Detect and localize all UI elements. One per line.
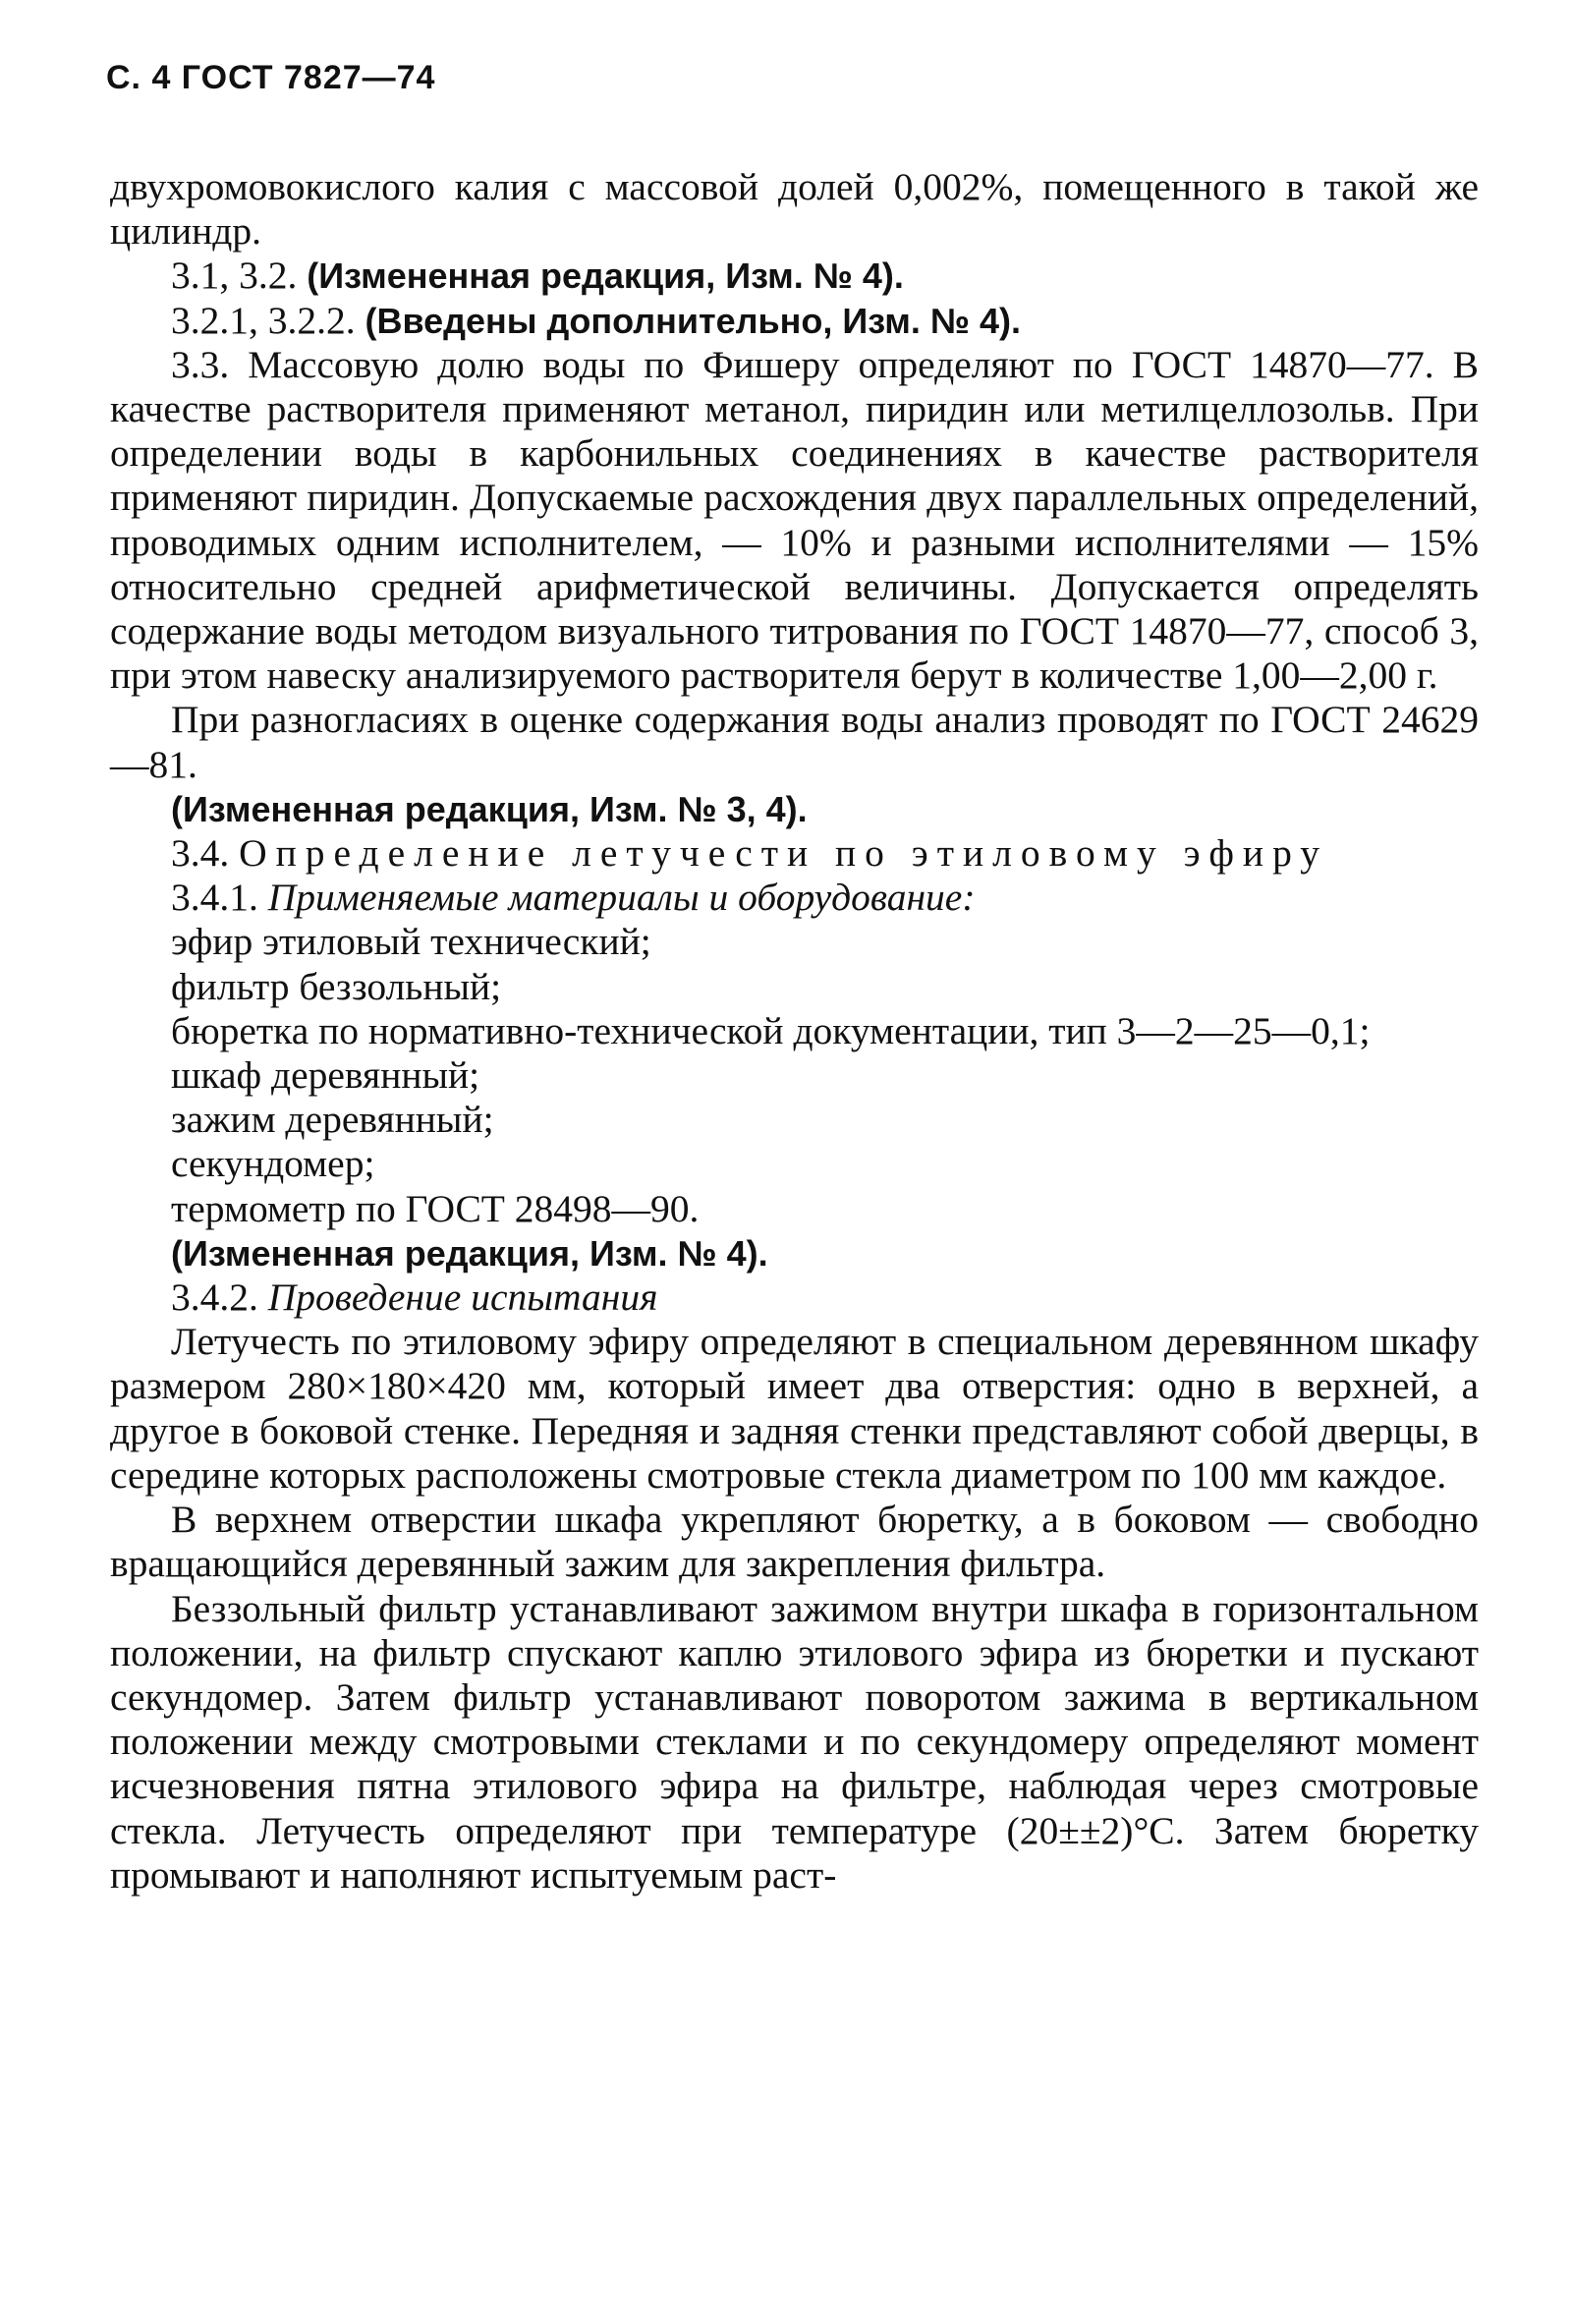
clause-3-3-disputes: При разногласиях в оценке содержания воды анализ проводят по ГОСТ 24629—81. [110, 698, 1479, 786]
clause-3-4-2-heading [110, 1275, 1479, 1320]
clause-number: 3.4.2. [171, 1275, 268, 1320]
paragraph-continuation: двухромовокислого калия с массовой долей 0,002%, помещенного в такой же цилиндр. [110, 165, 1479, 254]
clause-3-4-1-heading [110, 876, 1479, 920]
clause-number: 3.4. [171, 831, 240, 876]
material-item: зажим деревянный; [171, 1098, 494, 1142]
clause-number: 3.2.1, 3.2.2. [171, 298, 365, 342]
amendment-text: (Измененная редакция, Изм. № 3, 4). [171, 788, 808, 829]
test-procedure-paragraph: Летучесть по этиловому эфиру определяют в специальном деревянном шкафу размером 280×180×420 мм, который имеет два отверстия: одно в верхней, а другое в боковой стенке. Передняя и задняя стенки представляют собой дверцы, в середине которых расположены смотровые стекла диаметром по 100 мм каждое. [110, 1320, 1479, 1497]
clause-3-3: 3.3. Массовую долю воды по Фишеру определяют по ГОСТ 14870—77. В качестве растворителя применяют метанол, пиридин или метилцеллозольв. При определении воды в карбонильных соединениях в качестве растворителя применяют пиридин. Допускаемые расхождения двух параллельных определений, проводимых одним исполнителем, — 10% и разными исполнителями — 15% относительно средней арифметической величины. Допускается определять содержание воды методом визуального титрования по ГОСТ 14870—77, способ 3, при этом навеску анализируемого растворителя берут в количестве 1,00—2,00 г. [110, 342, 1479, 698]
material-item: шкаф деревянный; [171, 1053, 480, 1098]
clause-title: Проведение испытания [267, 1275, 658, 1320]
clause-title: Определение летучести по этиловому эфиру [239, 831, 1329, 876]
clause-number: 3.4.1. [171, 876, 268, 920]
amendment-note-3-3 [110, 787, 1479, 831]
amendment-text: (Измененная редакция, Изм. № 4). [307, 255, 904, 297]
document-body [110, 165, 1479, 1898]
amendment-text: (Измененная редакция, Изм. № 4). [171, 1232, 768, 1274]
amendment-note-3-1 [110, 254, 1479, 298]
material-item: секундомер; [171, 1142, 375, 1186]
material-item: бюретка по нормативно-технической документации, тип 3—2—25—0,1; [171, 1008, 1371, 1052]
test-procedure-paragraph: Беззольный фильтр устанавливают зажимом внутри шкафа в горизонтальном положении, на фильтр спускают каплю этилового эфира из бюретки и пускают секундомер. Затем фильтр устанавливают поворотом зажима в вертикальном положении между смотровыми стеклами и по секундомеру определяют момент исчезновения пятна этилового эфира на фильтре, наблюдая через смотровые стекла. Летучесть определяют при температуре (20±±2)°С. Затем бюретку промывают и наполняют испытуемым раст- [110, 1586, 1479, 1897]
material-item: эфир этиловый технический; [171, 920, 651, 964]
material-item: термометр по ГОСТ 28498—90. [171, 1186, 700, 1230]
material-item: фильтр беззольный; [171, 964, 502, 1008]
test-procedure-paragraph: В верхнем отверстии шкафа укрепляют бюретку, а в боковом — свободно вращающийся деревянный зажим для закрепления фильтра. [110, 1498, 1479, 1586]
clause-title: Применяемые материалы и оборудование: [267, 876, 976, 920]
clause-number: 3.1, 3.2. [171, 254, 308, 298]
clause-3-4-heading [110, 831, 1479, 876]
page-header: С. 4 ГОСТ 7827—74 [106, 59, 436, 96]
amendment-note-3-4-1 [110, 1231, 1479, 1275]
amendment-note-3-2-1 [110, 299, 1479, 343]
amendment-text: (Введены дополнительно, Изм. № 4). [365, 300, 1021, 341]
